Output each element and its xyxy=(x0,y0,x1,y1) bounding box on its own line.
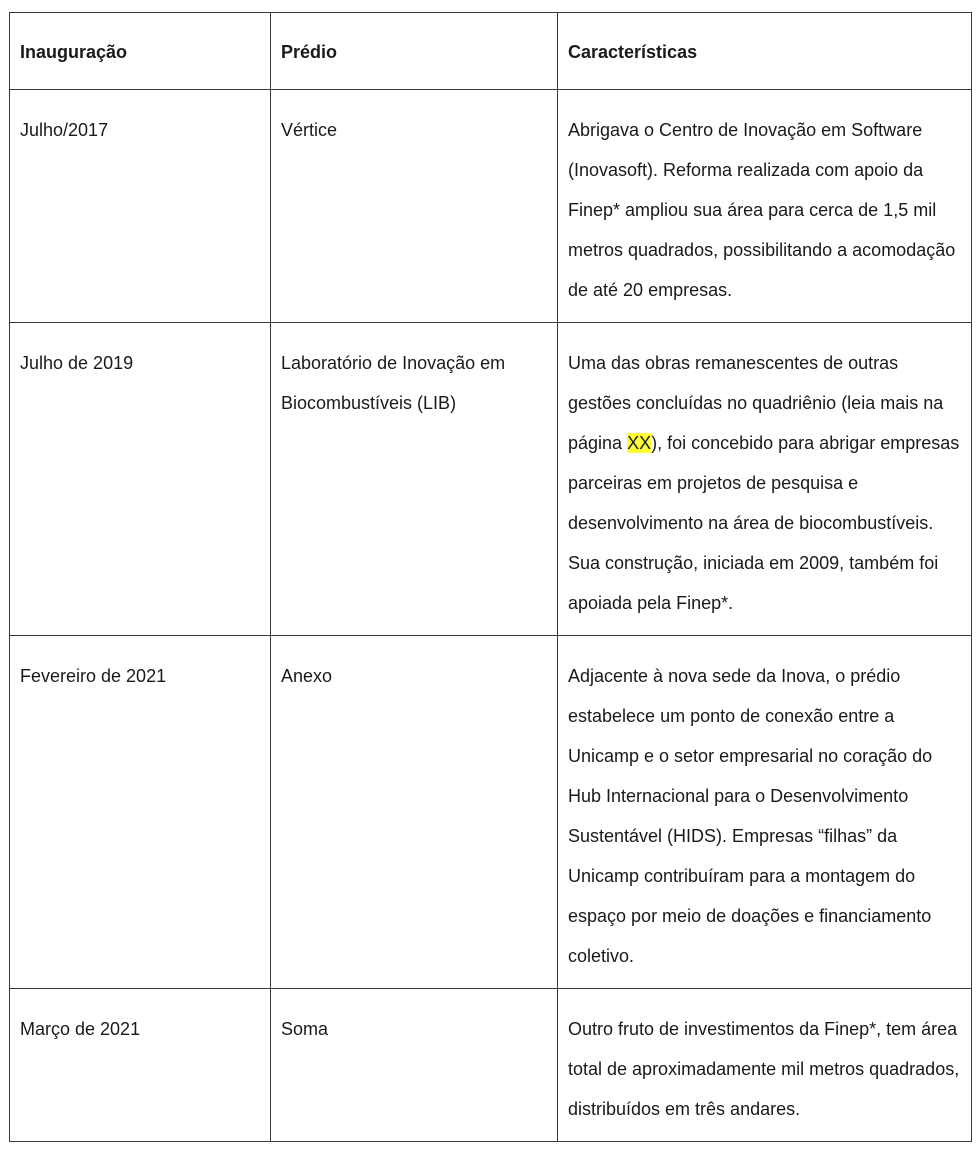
buildings-table xyxy=(9,12,972,1142)
table-header-row xyxy=(10,13,972,90)
cell-description xyxy=(558,323,972,636)
table-row xyxy=(10,90,972,323)
cell-date: Julho/2017 xyxy=(10,90,271,323)
cell-date: Julho de 2019 xyxy=(10,323,271,636)
cell-date: Fevereiro de 2021 xyxy=(10,636,271,989)
cell-description: Outro fruto de investimentos da Finep*, tem área total de aproximadamente mil metros quadrados, distribuídos em três andares. xyxy=(558,989,972,1142)
header-inauguracao: Inauguração xyxy=(10,13,271,90)
header-caracteristicas: Características xyxy=(558,13,972,90)
cell-date: Março de 2021 xyxy=(10,989,271,1142)
description-text-after: ), foi concebido para abrigar empresas parceiras em projetos de pesquisa e desenvolvimento na área de biocombustíveis. Sua construção, iniciada em 2009, também foi apoiada pela Finep*. xyxy=(568,433,960,613)
page-reference-highlight: XX xyxy=(627,433,652,453)
cell-description: Adjacente à nova sede da Inova, o prédio estabelece um ponto de conexão entre a Unicamp e o setor empresarial no coração do Hub Internacional para o Desenvolvimento Sustentável (HIDS). Empresas “filhas” da Unicamp contribuíram para a montagem do espaço por meio de doações e financiamento coletivo. xyxy=(558,636,972,989)
cell-building: Soma xyxy=(271,989,558,1142)
cell-description: Abrigava o Centro de Inovação em Software (Inovasoft). Reforma realizada com apoio da Finep* ampliou sua área para cerca de 1,5 mil metros quadrados, possibilitando a acomodação de até 20 empresas. xyxy=(558,90,972,323)
table-row xyxy=(10,636,972,989)
header-predio: Prédio xyxy=(271,13,558,90)
table-row xyxy=(10,323,972,636)
cell-building: Anexo xyxy=(271,636,558,989)
table-row xyxy=(10,989,972,1142)
cell-building: Laboratório de Inovação em Biocombustíveis (LIB) xyxy=(271,323,558,636)
cell-building: Vértice xyxy=(271,90,558,323)
description-text-before: Uma das obras remanescentes de outras gestões concluídas no quadriênio (leia mais na página xyxy=(568,353,944,453)
